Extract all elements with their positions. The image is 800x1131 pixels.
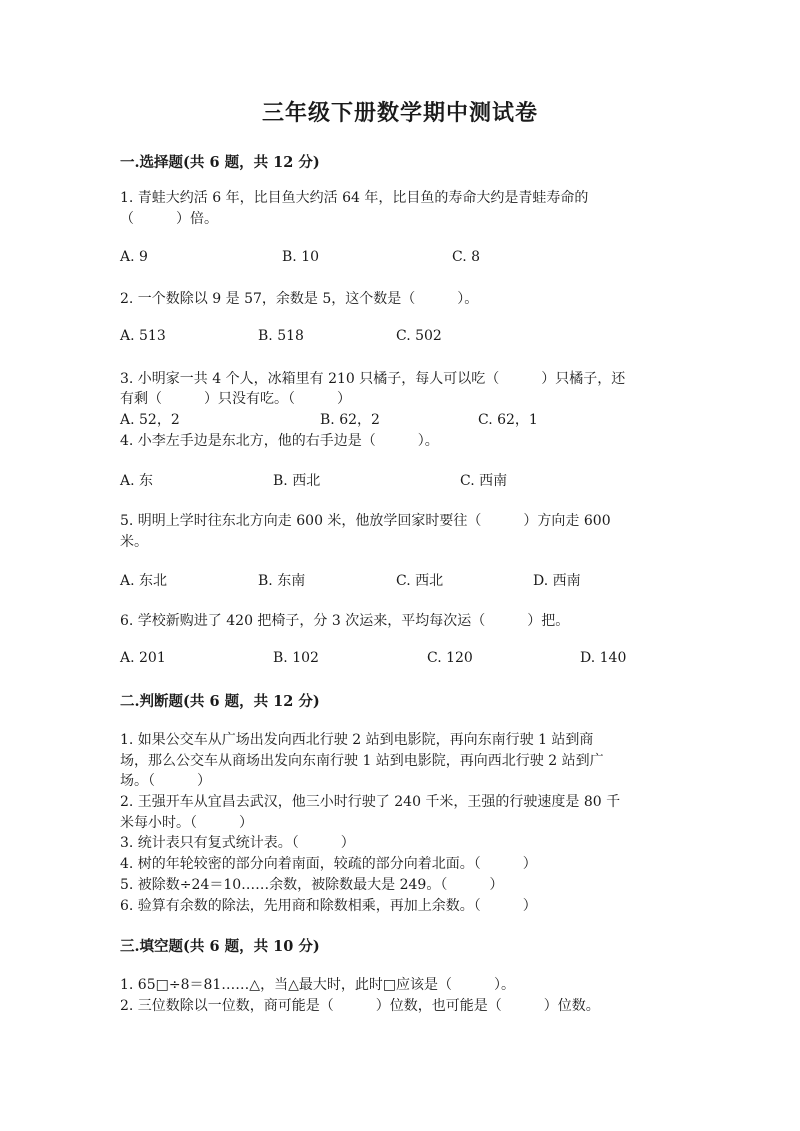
section-heading-judgement: 二.判断题(共 6 题，共 12 分)	[120, 693, 320, 710]
option-c: C. 西南	[460, 473, 508, 489]
option-b: B. 518	[258, 328, 304, 344]
question-text: 米每小时。（ ）	[120, 815, 253, 831]
option-a: A. 东北	[120, 573, 168, 589]
option-d: D. 西南	[533, 573, 581, 589]
option-c: C. 502	[396, 328, 442, 344]
question-text: 1. 青蛙大约活 6 年，比目鱼大约活 64 年，比目鱼的寿命大约是青蛙寿命的	[120, 190, 589, 206]
question-text: 场。（ ）	[120, 773, 211, 789]
section-heading-choice: 一.选择题(共 6 题，共 12 分)	[120, 154, 320, 171]
question-text: 5. 被除数÷24＝10……余数，被除数最大是 249。（ ）	[120, 877, 504, 893]
section-heading-fill: 三.填空题(共 6 题，共 10 分)	[120, 938, 320, 955]
question-text: 6. 学校新购进了 420 把椅子，分 3 次运来，平均每次运（ ）把。	[120, 613, 570, 629]
option-b: B. 102	[273, 650, 319, 666]
question-text: 场，那么公交车从商场出发向东南行驶 1 站到电影院，再向西北行驶 2 站到广	[120, 753, 604, 769]
question-text: 1. 如果公交车从广场出发向西北行驶 2 站到电影院，再向东南行驶 1 站到商	[120, 732, 594, 748]
option-a: A. 201	[120, 650, 166, 666]
option-a: A. 9	[120, 249, 148, 265]
question-text: 6. 验算有余数的除法，先用商和除数相乘，再加上余数。（ ）	[120, 898, 537, 914]
option-a: A. 513	[120, 328, 166, 344]
question-text: 米。	[120, 534, 148, 550]
option-b: B. 西北	[273, 473, 321, 489]
option-c: C. 62，1	[478, 412, 538, 428]
question-text: 3. 小明家一共 4 个人，冰箱里有 210 只橘子，每人可以吃（ ）只橘子，还	[120, 371, 626, 387]
question-text: 5. 明明上学时往东北方向走 600 米，他放学回家时要往（ ）方向走 600	[120, 513, 611, 529]
option-a: A. 52，2	[120, 412, 180, 428]
question-text: 1. 65□÷8＝81……△，当△最大时，此时□应该是（ ）。	[120, 977, 516, 993]
option-d: D. 140	[580, 650, 627, 666]
option-c: C. 8	[452, 249, 481, 265]
question-text: （ ）倍。	[120, 211, 218, 227]
option-b: B. 东南	[258, 573, 306, 589]
question-text: 4. 树的年轮较密的部分向着南面，较疏的部分向着北面。（ ）	[120, 856, 537, 872]
question-text: 2. 三位数除以一位数，商可能是（ ）位数，也可能是（ ）位数。	[120, 998, 600, 1014]
question-text: 3. 统计表只有复式统计表。（ ）	[120, 835, 355, 851]
option-c: C. 西北	[396, 573, 444, 589]
option-a: A. 东	[120, 473, 154, 489]
option-b: B. 62，2	[320, 412, 380, 428]
option-b: B. 10	[282, 249, 320, 265]
question-text: 2. 一个数除以 9 是 57，余数是 5，这个数是（ ）。	[120, 291, 479, 307]
question-text: 2. 王强开车从宜昌去武汉，他三小时行驶了 240 千米，王强的行驶速度是 80 千	[120, 794, 621, 810]
question-text: 有剩（ ）只没有吃。（ ）	[120, 391, 351, 407]
page-title: 三年级下册数学期中测试卷	[261, 100, 538, 126]
option-c: C. 120	[427, 650, 473, 666]
question-text: 4. 小李左手边是东北方，他的右手边是（ ）。	[120, 433, 439, 449]
